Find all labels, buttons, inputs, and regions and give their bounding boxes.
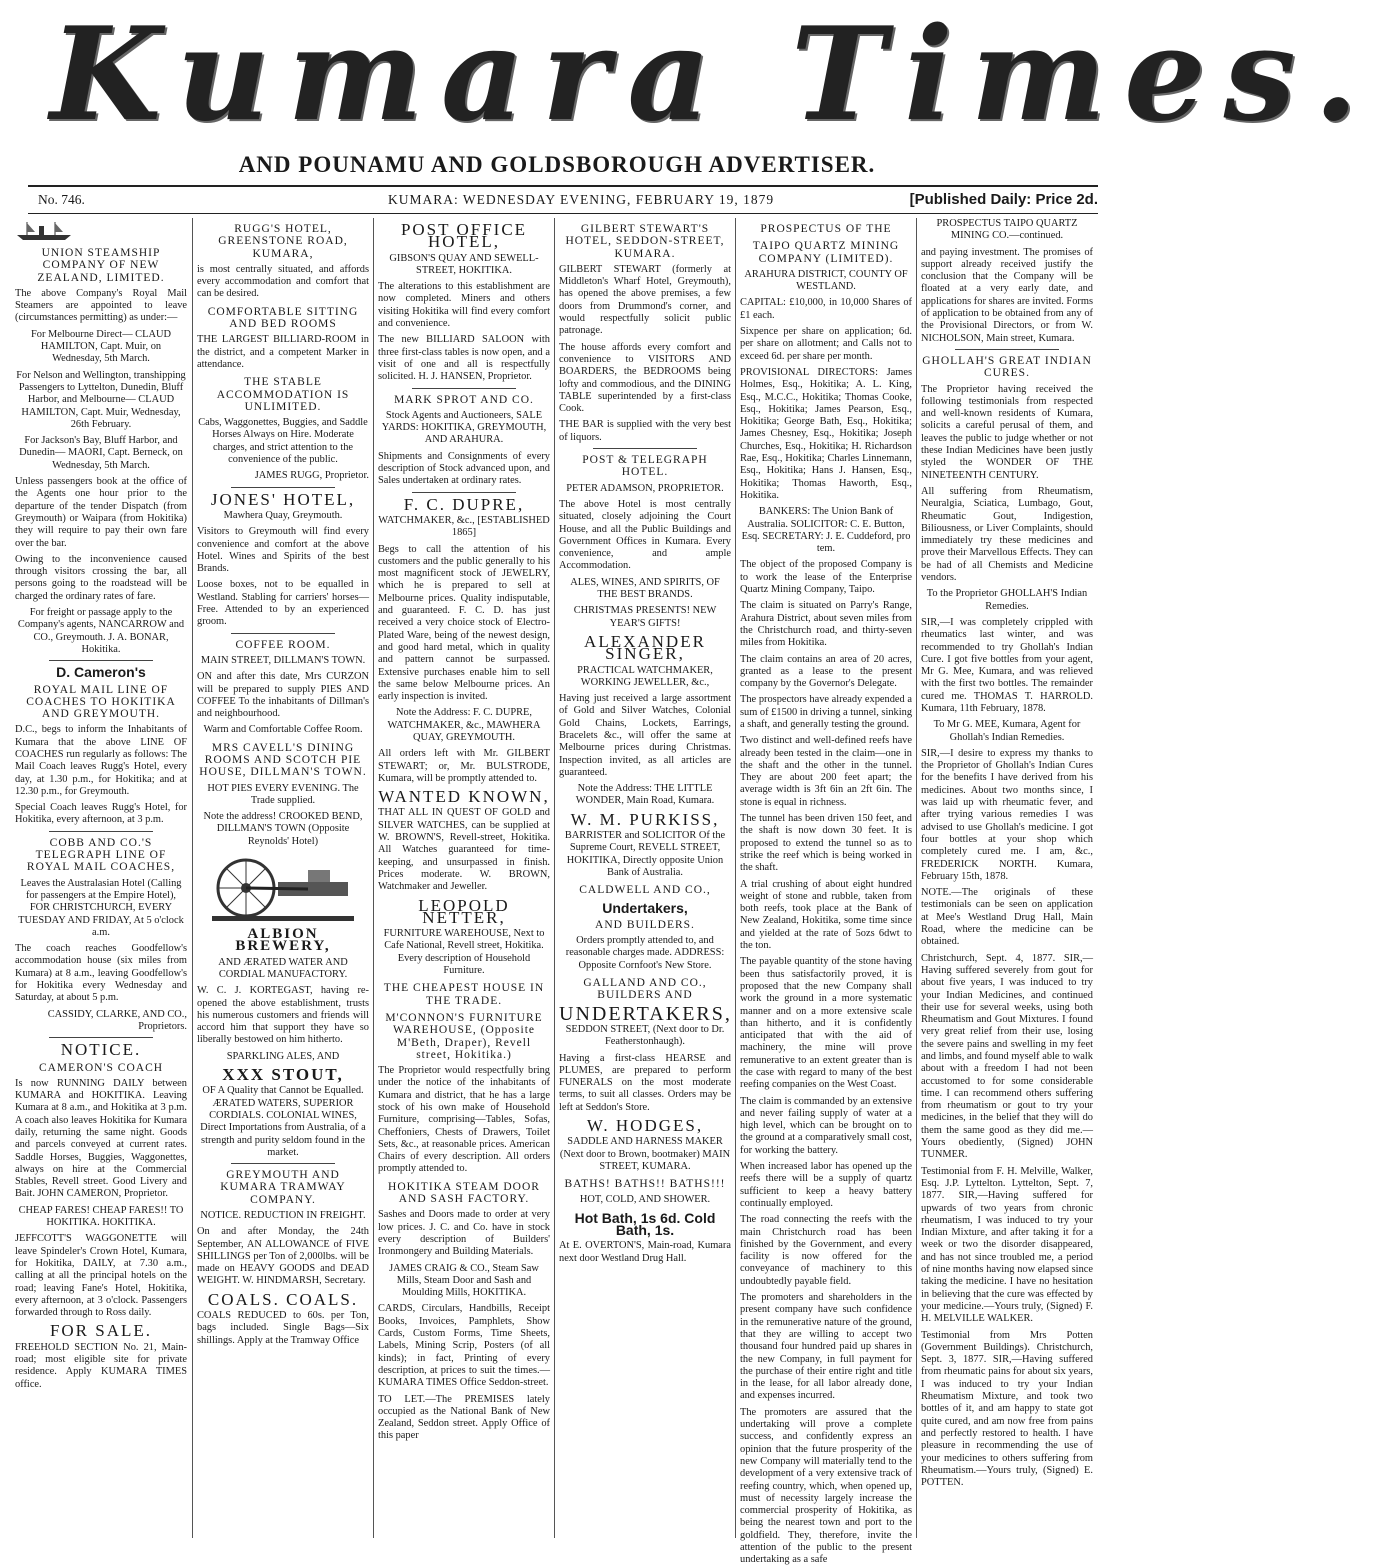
ad-heading: FOR SALE. <box>49 1321 153 1341</box>
ad-text: The road connecting the reefs with the main Christchurch road has been finished by the Government, and every facility is now offered for the conveyance of machinery to this undoubtedly payable field. <box>740 1214 912 1287</box>
ad-text: JAMES RUGG, Proprietor. <box>254 470 369 482</box>
ad-text: Stock Agents and Auctioneers, SALE YARDS: HOKITIKA, GREYMOUTH, AND ARAHURA. <box>381 409 547 446</box>
ad-text: Sashes and Doors made to order at very low prices. J. C. and Co. have in stock every description of Builders' Ironmongery and Building Materials. <box>378 1209 550 1258</box>
ad-text: NOTICE. REDUCTION IN FREIGHT. <box>200 1210 366 1221</box>
ad-text: CARDS, Circulars, Handbills, Receipt Books, Invoices, Pamphlets, Show Cards, Custom Forms, Time Sheets, Labels, Mining Scrip, Posters (of all kinds); in fact, Printing of every description, at prices to suit the times.—KUMARA TIMES Office Seddon-street. <box>378 1303 550 1389</box>
ad-text: FURNITURE WAREHOUSE, Next to Cafe National, Revell street, Hokitika. Every description of Household Furniture. <box>383 928 545 977</box>
ad-text: JEFFCOTT'S WAGGONETTE will leave Spindeler's Crown Hotel, Kumara, for Hokitika, DAILY, at 7.30 a.m., calling at all the principal hotels on the road; leaving Fane's Hotel, Hokitika, every afternoon, at 3 o'clock. Passengers forwarded through to Ross daily. <box>15 1233 187 1319</box>
column-divider <box>554 218 555 1538</box>
ad-heading: POST OFFICE HOTEL, <box>400 220 528 252</box>
ad-heading: Hot Bath, 1s 6d. Cold Bath, 1s. <box>574 1209 716 1239</box>
ad-heading: THE CHEAPEST HOUSE IN THE TRADE. <box>383 982 545 1007</box>
ad-heading: BATHS! BATHS!! BATHS!!! <box>564 1178 726 1191</box>
ad-text: The claim contains an area of 20 acres, granted as a lease to the present company by the Governor's Delegate. <box>740 653 912 690</box>
column-3 <box>378 218 550 1540</box>
ad-text: ARAHURA DISTRICT, COUNTY OF WESTLAND. <box>744 268 908 293</box>
ad-text: To Mr G. MEE, Kumara, Agent for Ghollah's Indian Remedies. <box>933 719 1081 743</box>
ad-text: The above Hotel is most centrally situated, closely adjoining the Court House, and all the Public Buildings and Government Offices in Kumara. Every convenience, and ample Accommodation. <box>559 498 731 572</box>
dateline <box>28 189 1098 211</box>
column-5 <box>740 218 913 1566</box>
ad-text: For Melbourne Direct— CLAUD HAMILTON, Capt. Muir, on Wednesday, 5th March. <box>31 328 171 365</box>
divider <box>593 448 696 449</box>
ad-text: Cabs, Waggonettes, Buggies, and Saddle Horses Always on Hire. Moderate charges, and strict attention to the convenience of the public. <box>198 417 368 466</box>
ad-text: AND ÆRATED WATER AND CORDIAL MANUFACTORY. <box>218 956 348 980</box>
ad-text: COALS REDUCED to 60s. per Ton, bags included. Single Bags—Six shillings. Apply at the Tramway Office <box>197 1310 369 1346</box>
ad-heading: RUGG'S HOTEL, GREENSTONE ROAD, KUMARA, <box>218 223 348 260</box>
ad-heading: MRS CAVELL'S DINING ROOMS AND SCOTCH PIE HOUSE, DILLMAN'S TOWN. <box>199 741 367 779</box>
column-divider <box>192 218 193 1538</box>
ad-text: The promoters are assured that the undertaking will prove a complete success, and confidently express an opinion that the future prosperity of the new Company will materially tend to the development of a very extensive track of reefing country, which, when opened up, must of necessity largely increase the commercial prosperity of Hokitika, as being the nearest town and port to the goldfield. They, therefore, invite the attention of the public to the present undertaking as a safe <box>740 1406 912 1566</box>
ad-heading: UNDERTAKERS, <box>559 1002 732 1025</box>
ad-heading: NOTICE. <box>60 1040 142 1060</box>
divider <box>49 1037 152 1038</box>
header-rule <box>28 213 1098 214</box>
ad-heading: POST & TELEGRAPH HOTEL. <box>582 454 708 479</box>
ad-text: For Nelson and Wellington, transhipping Passengers to Lyttelton, Dunedin, Bluff Harbor, and Melbourne— CLAUD HAMILTON, Capt. Muir, Wednesday, 26th February. <box>16 369 186 430</box>
ad-text: CASSIDY, CLARKE, AND CO., Proprietors. <box>47 1008 187 1032</box>
masthead-title: Kumara Times. <box>50 0 1376 150</box>
ad-heading: WANTED KNOWN, <box>378 787 550 807</box>
ad-text: NOTE.—The originals of these testimonials can be seen on application at Mee's Westland Drug Hall, Main Road, where the medicine can be obtained. <box>921 887 1093 948</box>
ad-text: The claim is situated on Parry's Range, Arahura District, about seven miles from the Christchurch road, and thirty-seven miles from Hokitika. <box>740 600 912 649</box>
ad-text: HOT, COLD, AND SHOWER. <box>579 1194 711 1206</box>
ad-text: Visitors to Greymouth will find every convenience and comfort at the above Hotel. Wines and Spirits of the best Brands. <box>197 526 369 575</box>
top-rule <box>28 185 1098 187</box>
ad-text: SEDDON STREET, (Next door to Dr. Featherstonhaugh). <box>565 1023 725 1048</box>
column-divider <box>735 218 736 1538</box>
ad-text: WATCHMAKER, &c., [ESTABLISHED 1865] <box>378 514 550 539</box>
ad-text: CAPITAL: £10,000, in 10,000 Shares of £1 each. <box>740 297 912 321</box>
ad-text: The coach reaches Goodfellow's accommodation house (six miles from Kumara) at 8 a.m., leaving Goodfellow's for Hokitika every Wednesday and Saturday, at about 5 p.m. <box>15 943 187 1004</box>
ad-heading: TAIPO QUARTZ MINING COMPANY (LIMITED). <box>752 240 900 265</box>
ad-text: Shipments and Consignments of every description of Stock advanced upon, and Sales undertaken at ordinary rates. <box>378 450 550 487</box>
steamship-icon <box>15 220 75 242</box>
ad-text: A trial crushing of about eight hundred weight of stone and rubble, taken from both reefs, took place at the Bank of New Zealand, Hokitika, some time since and yielded at the rate of 5ozs 6dwt to the ton. <box>740 878 912 952</box>
ad-text: and paying investment. The promises of support already received justify the conclusion that the Company will be floated at a very early date, and applications for shares are invited. Forms of application to be obtained from any of the Provisional Directors, or from W. NICHOLSON, Main street, Kumara. <box>921 246 1093 344</box>
ad-text: ON and after this date, Mrs CURZON will be prepared to supply PIES AND COFFEE To the inhabitants of Dillman's and neighbourhood. <box>197 671 369 720</box>
ad-text: Begs to call the attention of his customers and the public generally to his most magnificent stock of JEWELRY, which he is prepared to sell at Melbourne prices. Quality indisputable, and guaranteed. F. C. D. has just received a very choice stock of Electro-Plated Ware, being of the newest design, and good hard metal, which in quality and pattern cannot be surpassed. Extensive purchases enable him to sell the same below Melbourne prices. An early inspection is invited. <box>378 543 550 703</box>
ad-heading: COBB AND CO.'S TELEGRAPH LINE OF ROYAL MAIL COACHES, <box>26 836 176 874</box>
column-4 <box>559 218 731 1540</box>
column-divider <box>916 218 917 1538</box>
ad-text: Having a first-class HEARSE and PLUMES, are prepared to perform FUNERALS on the most moderate terms, to suit all classes. Orders may be left at Seddon's Store. <box>559 1052 731 1113</box>
ad-heading: GALLAND AND CO., BUILDERS AND <box>583 977 707 1002</box>
column-1 <box>15 218 187 1540</box>
ad-heading: AND BUILDERS. <box>595 918 695 931</box>
price-notice: [Published Daily: Price 2d. <box>909 191 1098 208</box>
ad-text: Sixpence per share on application; 6d. per share on allotment; and Calls not to exceed 6d. per share per month. <box>740 326 912 362</box>
ad-text: is most centrally situated, and affords every accommodation and comfort that can be desired. <box>197 263 369 300</box>
ad-text: Is now RUNNING DAILY between KUMARA and HOKITIKA. Leaving Kumara at 8 a.m., and Hokitika at 3 p.m. A coach also leaves Hokitika for Kumara daily, returning the same night. Goods and parcels conveyed at current rates. Saddle Horses, Buggies, Waggonettes, always on hire at the Commercial Stables, Revell street. Good Livery and Bait. JOHN CAMERON, Proprietor. <box>15 1077 187 1200</box>
ad-text: JAMES CRAIG & CO., Steam Saw Mills, Steam Door and Sash and Moulding Mills, HOKITIKA. <box>389 1262 539 1299</box>
issue-number: No. 746. <box>38 192 85 207</box>
ad-text: The payable quantity of the stone having been thus satisfactorily proved, it is proposed that the new Company shall work the ground in a more systematic manner and on a more extensive scale than hitherto, and it is confidently anticipated that with the aid of machinery, the mine will prove remunerative to an extent greater than is the case with regard to many of the best reefing companies on the West Coast. <box>740 956 912 1091</box>
ad-text: D.C., begs to inform the Inhabitants of Kumara that the above LINE OF COACHES run regularly as follows: The Mail Coach leaves Rugg's Hotel, every day, at 1.30 p.m., for Hokitika; and at 12.30 p.m., for Greymouth. <box>15 724 187 797</box>
ad-text: BARRISTER and SOLICITOR Of the Supreme Court, REVELL STREET, HOKITIKA, Directly opposite Union Bank of Australia. <box>564 830 726 878</box>
ad-text: MAIN STREET, DILLMAN'S TOWN. <box>200 654 366 666</box>
ad-heading: GREYMOUTH AND KUMARA TRAMWAY COMPANY. <box>220 1169 346 1206</box>
ad-text: SIR,—I was completely crippled with rheumatics last winter, and was recommended to try Ghollah's Indian Cure. I got five bottles from your agent, Mr G. Mee, Kumara, and was relieved with the first two bottles. The remainder cured me. THOMAS T. HARROLD. Kumara, 11th February, 1878. <box>921 616 1093 714</box>
ad-text: Leaves the Australasian Hotel (Calling for passengers at the Empire Hotel), FOR CHRISTCHURCH, EVERY TUESDAY AND FRIDAY, At 5 o'clock a.m. <box>18 877 184 938</box>
ad-text: Having just received a large assortment of Gold and Silver Watches, Colonial Gold Chains, Lockets, Earrings, Bracelets &c., will offer the same at Melbourne prices during Christmas. Inspection invited, as all articles are guaranteed. <box>559 693 731 778</box>
ad-heading: COMFORTABLE SITTING AND BED ROOMS <box>207 305 359 331</box>
ad-text: The above Company's Royal Mail Steamers are appointed to leave (circumstances permitting) as under:— <box>15 287 187 324</box>
ad-text: The promoters and shareholders in the present company have such confidence in the remunerative nature of the ground, that they are willing to accept two thousand four hundred paid up shares in the new Company, in full payment for the purchase of their entire right and title in the lease, for all labor already done, and expenses incurred. <box>740 1292 912 1402</box>
column-6 <box>921 218 1093 1540</box>
ad-text: HOT PIES EVERY EVENING. The Trade supplied. <box>207 782 359 806</box>
ad-text: Owing to the inconvenience caused through visitors crossing the bar, all persons going to the roadstead will be charged the ordinary rates of fare. <box>15 553 187 602</box>
ad-heading: JONES' HOTEL, <box>210 489 356 509</box>
ad-text: THAT ALL IN QUEST OF GOLD and SILVER WATCHES, can be supplied at W. BROWN'S, Revell-street, Hokitika. All Watches guaranteed for time-keeping, and unsurpassed in finish. Prices moderate. W. BROWN, Watchmaker and Jeweller. <box>378 807 550 893</box>
ad-heading: CAMERON'S COACH <box>38 1061 164 1074</box>
ad-text: PETER ADAMSON, PROPRIETOR. <box>566 482 724 494</box>
ad-text: Note the Address: F. C. DUPRE, WATCHMAKER, &c., MAWHERA QUAY, GREYMOUTH. <box>387 707 541 743</box>
ad-text: PROVISIONAL DIRECTORS: James Holmes, Esq., Hokitika; A. L. King, Esq., M.C.C., Hokitika; Thomas Cooke, Esq., Hokitika; James Pearson, Esq., Hokitika; George Bath, Esq., Hokitika; James Chesney, Esq., Hokitika; Joseph Churches, Esq., Hokitika; H. Richardson Rae, Esq., Hokitika; Charles Linnemann, Esq., Hokitika; Hans J. Hansen, Esq., Hokitika; Thomas Haworth, Esq., Hokitika. <box>740 366 912 501</box>
ad-text: SADDLE AND HARNESS MAKER (Next door to Brown, bootmaker) MAIN STREET, KUMARA. <box>559 1136 731 1172</box>
ad-text: The object of the proposed Company is to work the lease of the Enterprise Quartz Mining Company, Taipo. <box>740 559 912 596</box>
ad-heading: ROYAL MAIL LINE OF COACHES TO HOKITIKA AND GREYMOUTH. <box>26 683 176 721</box>
divider <box>412 492 515 493</box>
ad-text: SPARKLING ALES, AND <box>226 1050 340 1062</box>
ad-text: Testimonial from Mrs Potten (Government Buildings). Christchurch, Sept. 3, 1877. SIR,—Having suffered from rheumatic pains for about six years, I was induced to try your Indian Rheumatism Mixture, and took two bottles of it, and am happy to state got quite cured, and am now free from pains and perfectly restored to health. I have pleasure in recommending the use of your medicines to others suffering from Rheumatism.—Yours truly, (Signed) E. POTTEN. <box>921 1329 1093 1489</box>
ad-heading: D. Cameron's <box>56 664 146 681</box>
ad-text: TO LET.—The PREMISES lately occupied as the National Bank of New Zealand, Seddon street. Apply Office of this paper <box>378 1393 550 1442</box>
ad-text: Two distinct and well-defined reefs have already been tested in the claim—one in the shaft and the other in the tunnel. They are about 200 feet apart; the average width is 3ft 6in an 2ft 6in. The stone is equal in richness. <box>740 735 912 808</box>
ad-text: FREEHOLD SECTION No. 21, Main-road; most eligible site for private residence. Apply KUMARA TIMES office. <box>15 1341 187 1390</box>
ad-heading: M'CONNON'S FURNITURE WAREHOUSE, (Opposite M'Beth, Draper), Revell street, Hokitika.) <box>385 1011 543 1061</box>
ad-text: All suffering from Rheumatism, Neuralgia, Sciatica, Lumbago, Gout, Rheumatic Gout, Indigestion, Biliousness, or Liver Complaints, should immediately try these medicines and prove their Marvellous Effects. They can be had of all Chemists and Medicine vendors. <box>921 485 1093 584</box>
ad-text: Note the Address: THE LITTLE WONDER, Main Road, Kumara. <box>575 783 715 807</box>
ad-heading: PROSPECTUS TAIPO QUARTZ MINING CO.—continued. <box>936 218 1078 242</box>
ad-heading: CALDWELL AND CO., <box>579 884 711 897</box>
ad-text: CHRISTMAS PRESENTS! NEW YEAR'S GIFTS! <box>573 605 717 629</box>
ad-text: The claim is commanded by an extensive and never failing supply of water at a high level, which can be brought on to the ground at a comparatively small cost, for working the battery. <box>740 1095 912 1156</box>
ad-heading: MARK SPROT AND CO. <box>394 393 534 406</box>
divider <box>231 1163 334 1164</box>
ad-text: GILBERT STEWART (formerly at Middleton's Wharf Hotel, Greymouth), has opened the above premises, a few doors from Drummond's corner, and would respectfully solicit public patronage. <box>559 263 731 337</box>
ad-text: All orders left with Mr. GILBERT STEWART; or, Mr. BULSTRODE, Kumara, will be promptly attended to. <box>378 748 550 784</box>
ad-text: The prospectors have already expended a sum of £1500 in driving a tunnel, sinking a shaft, and generally testing the ground. <box>740 694 913 730</box>
divider <box>955 349 1058 350</box>
ad-text: For freight or passage apply to the Company's agents, NANCARROW and CO., Greymouth. J. A. BONAR, Hokitika. <box>17 607 185 655</box>
divider <box>49 660 152 661</box>
ad-text: OF A Quality that Cannot be Equalled. ÆRATED WATERS, SUPERIOR CORDIALS. COLONIAL WINES, Direct Importations from Australia, of a strength and purity seldom found in the market. <box>200 1085 366 1158</box>
divider <box>231 633 334 634</box>
ad-text: When increased labor has opened up the reefs there will be a supply of quartz sufficient to keep a heavy battery continually employed. <box>740 1161 912 1209</box>
divider <box>49 831 152 832</box>
issue-date: KUMARA: WEDNESDAY EVENING, FEBRUARY 19, 1879 <box>388 192 775 207</box>
ad-text: THE LARGEST BILLIARD-ROOM in the district, and a competent Marker in attendance. <box>197 334 369 370</box>
column-2 <box>197 218 369 1540</box>
column-divider <box>373 218 374 1538</box>
ad-heading: THE STABLE ACCOMMODATION IS UNLIMITED. <box>216 376 350 413</box>
ad-heading: GHOLLAH'S GREAT INDIAN CURES. <box>922 354 1092 380</box>
ad-heading: XXX STOUT, <box>222 1065 344 1085</box>
ad-text: Unless passengers book at the office of the Agents one hour prior to the departure of the tender Dispatch (from Greymouth) or Waipara (from Hokitika) they will require to pay their own fare over the bar. <box>15 476 187 549</box>
ad-heading: F. C. DUPRE, <box>403 494 525 514</box>
masthead-subtitle: AND POUNAMU AND GOLDSBOROUGH ADVERTISER. <box>238 152 876 177</box>
ad-text: To the Proprietor GHOLLAH'S Indian Remedies. <box>926 588 1088 612</box>
ad-text: The tunnel has been driven 150 feet, and the shaft is now down 30 feet. It is proposed to extend the tunnel so as to strike the reef which is being worked in the shaft. <box>740 813 912 874</box>
ad-heading: LEOPOLD NETTER, <box>418 895 510 927</box>
ad-heading: ALEXANDER SINGER, <box>584 631 706 664</box>
divider <box>231 487 334 488</box>
ad-text: Orders promptly attended to, and reasonable charges made. ADDRESS: Opposite Cornfoot's New Store. <box>565 935 725 971</box>
divider <box>412 388 515 389</box>
ad-text: Loose boxes, not to be equalled in Westland. Stabling for carriers' horses—Free. Attended to by an experienced groom. <box>197 579 369 628</box>
ad-heading: UNION STEAMSHIP COMPANY OF NEW ZEALAND, LIMITED. <box>37 247 165 284</box>
ad-text: PRACTICAL WATCHMAKER, WORKING JEWELLER, &c., <box>577 664 713 688</box>
ad-text: GIBSON'S QUAY AND SEWELL-STREET, HOKITIKA. <box>389 252 539 276</box>
ad-text: At E. OVERTON'S, Main-road, Kumara next door Westland Drug Hall. <box>559 1240 731 1264</box>
ad-text: On and after Monday, the 24th September, AN ALLOWANCE of FIVE SHILLINGS per Ton of 2,000lbs. will be made on HEAVY GOODS and DEAD WEIGHT. W. HINDMARSH, Secretary. <box>197 1226 369 1287</box>
ad-heading: W. HODGES, <box>586 1116 704 1135</box>
ad-heading: W. M. PURKISS, <box>570 809 720 829</box>
ad-text: Mawhera Quay, Greymouth. <box>223 509 343 521</box>
ad-text: ALES, WINES, AND SPIRITS, OF THE BEST BRANDS. <box>570 576 720 601</box>
ad-heading: COFFEE ROOM. <box>235 638 331 651</box>
ad-text: For Jackson's Bay, Bluff Harbor, and Dunedin— MAORI, Capt. Berneck, on Wednesday, 5th March. <box>19 435 183 471</box>
ad-text: W. C. J. KORTEGAST, having re-opened the above establishment, trusts his numerous customers and friends will accord him that support they have so liberally bestowed on him hitherto. <box>197 985 369 1046</box>
steam-engine-illustration <box>208 852 358 922</box>
ad-heading: COALS. COALS. <box>207 1289 359 1309</box>
ad-text: The house affords every comfort and convenience to VISITORS AND BOARDERS, the BEDROOMS being lofty and commodious, and the DINING TABLE superintended by a first-class Cook. <box>559 341 731 415</box>
ad-text: Special Coach leaves Rugg's Hotel, for Hokitika, every afternoon, at 3 p.m. <box>15 802 187 826</box>
ad-text: Testimonial from F. H. Melville, Walker, Esq. J.P. Lyttelton. Lyttelton, Sept. 7, 1877. SIR,—Having suffered for upwards of two years from chronic rheumatism, I was induced to try your Indian Mixture, and after taking it for a week or two the disorder disappeared, and has not since troubled me, a period of nine months having now elapsed since taking the medicine. I have no hesitation in believing that the cure was effected by your medicine.—Yours truly, (Signed) F. H. MELVILLE WALKER. <box>921 1165 1093 1325</box>
ad-text: The Proprietor would respectfully bring under the notice of the inhabitants of Kumara and district, that he has a large stock of his own make of Household Furniture, comprising—Tables, Sofas, Cheffoniers, Chests of Drawers, Toilet Sets, &c., at reasonable prices. American Chairs of every description. All orders promptly attended to. <box>378 1065 550 1175</box>
ad-text: BANKERS: The Union Bank of Australia. SOLICITOR: C. E. Button, Esq. SECRETARY: J. E. Cuddeford, pro tem. <box>741 506 911 555</box>
ad-heading: GILBERT STEWART'S HOTEL, SEDDON-STREET, KUMARA. <box>565 223 725 260</box>
ad-text: The Proprietor having received the following testimonials from respected and well-known residents of Kumara, solicits a careful perusal of them, and leaves the public to judge whether or not these Indian Medicines have been justly styled the WONDER OF THE NINETEENTH CENTURY. <box>921 383 1093 481</box>
ad-heading: PROSPECTUS OF THE <box>760 223 892 235</box>
ad-text: The alterations to this establishment are now completed. Miners and others visiting Hokitika will find every comfort and convenience. <box>378 281 550 330</box>
ad-heading: ALBION BREWERY, <box>235 926 331 955</box>
ad-text: Warm and Comfortable Coffee Room. <box>203 724 363 736</box>
ad-heading: Undertakers, <box>602 899 688 916</box>
ad-text: Note the address! CROOKED BEND, DILLMAN'S TOWN (Opposite Reynolds' Hotel) <box>203 811 363 847</box>
ad-text: The new BILLIARD SALOON with three first-class tables is now open, and a visit of one and all is respectfully solicited. H. J. HANSEN, Proprietor. <box>378 334 550 383</box>
ad-heading: HOKITIKA STEAM DOOR AND SASH FACTORY. <box>388 1180 540 1206</box>
ad-text: THE BAR is supplied with the very best of liquors. <box>559 419 731 443</box>
ad-heading: CHEAP FARES! CHEAP FARES!! TO HOKITIKA. HOKITIKA. <box>18 1204 184 1229</box>
ad-text: Christchurch, Sept. 4, 1877. SIR,—Having suffered severely from gout for about five years, I was induced to try your Indian Medicines, and continued their use for several weeks, using both Rheumatism and Gout Mixtures. I found very great relief from their use, losing the severe pains and swelling in my feet and limbs, and found myself able to walk about with a freedom I had not been accustomed to for some considerable time. I can recommend others suffering from rheumatism or gout to try your medicines, in the belief that they will do them the same good as they did me.—Yours obediently, (Signed) JOHN TUNMER. <box>921 952 1093 1161</box>
ad-text: SIR,—I desire to express my thanks to the Proprietor of Ghollah's Indian Cures for the benefits I have derived from his medicines. About two months since, I was laid up with rheumatic fever, and after trying various remedies I was advised to use Ghollah's medicine. I got four bottles at your shop which completely cured me. I am, &c., FREDERICK NORTH. Kumara, February 15th, 1878. <box>921 747 1093 882</box>
